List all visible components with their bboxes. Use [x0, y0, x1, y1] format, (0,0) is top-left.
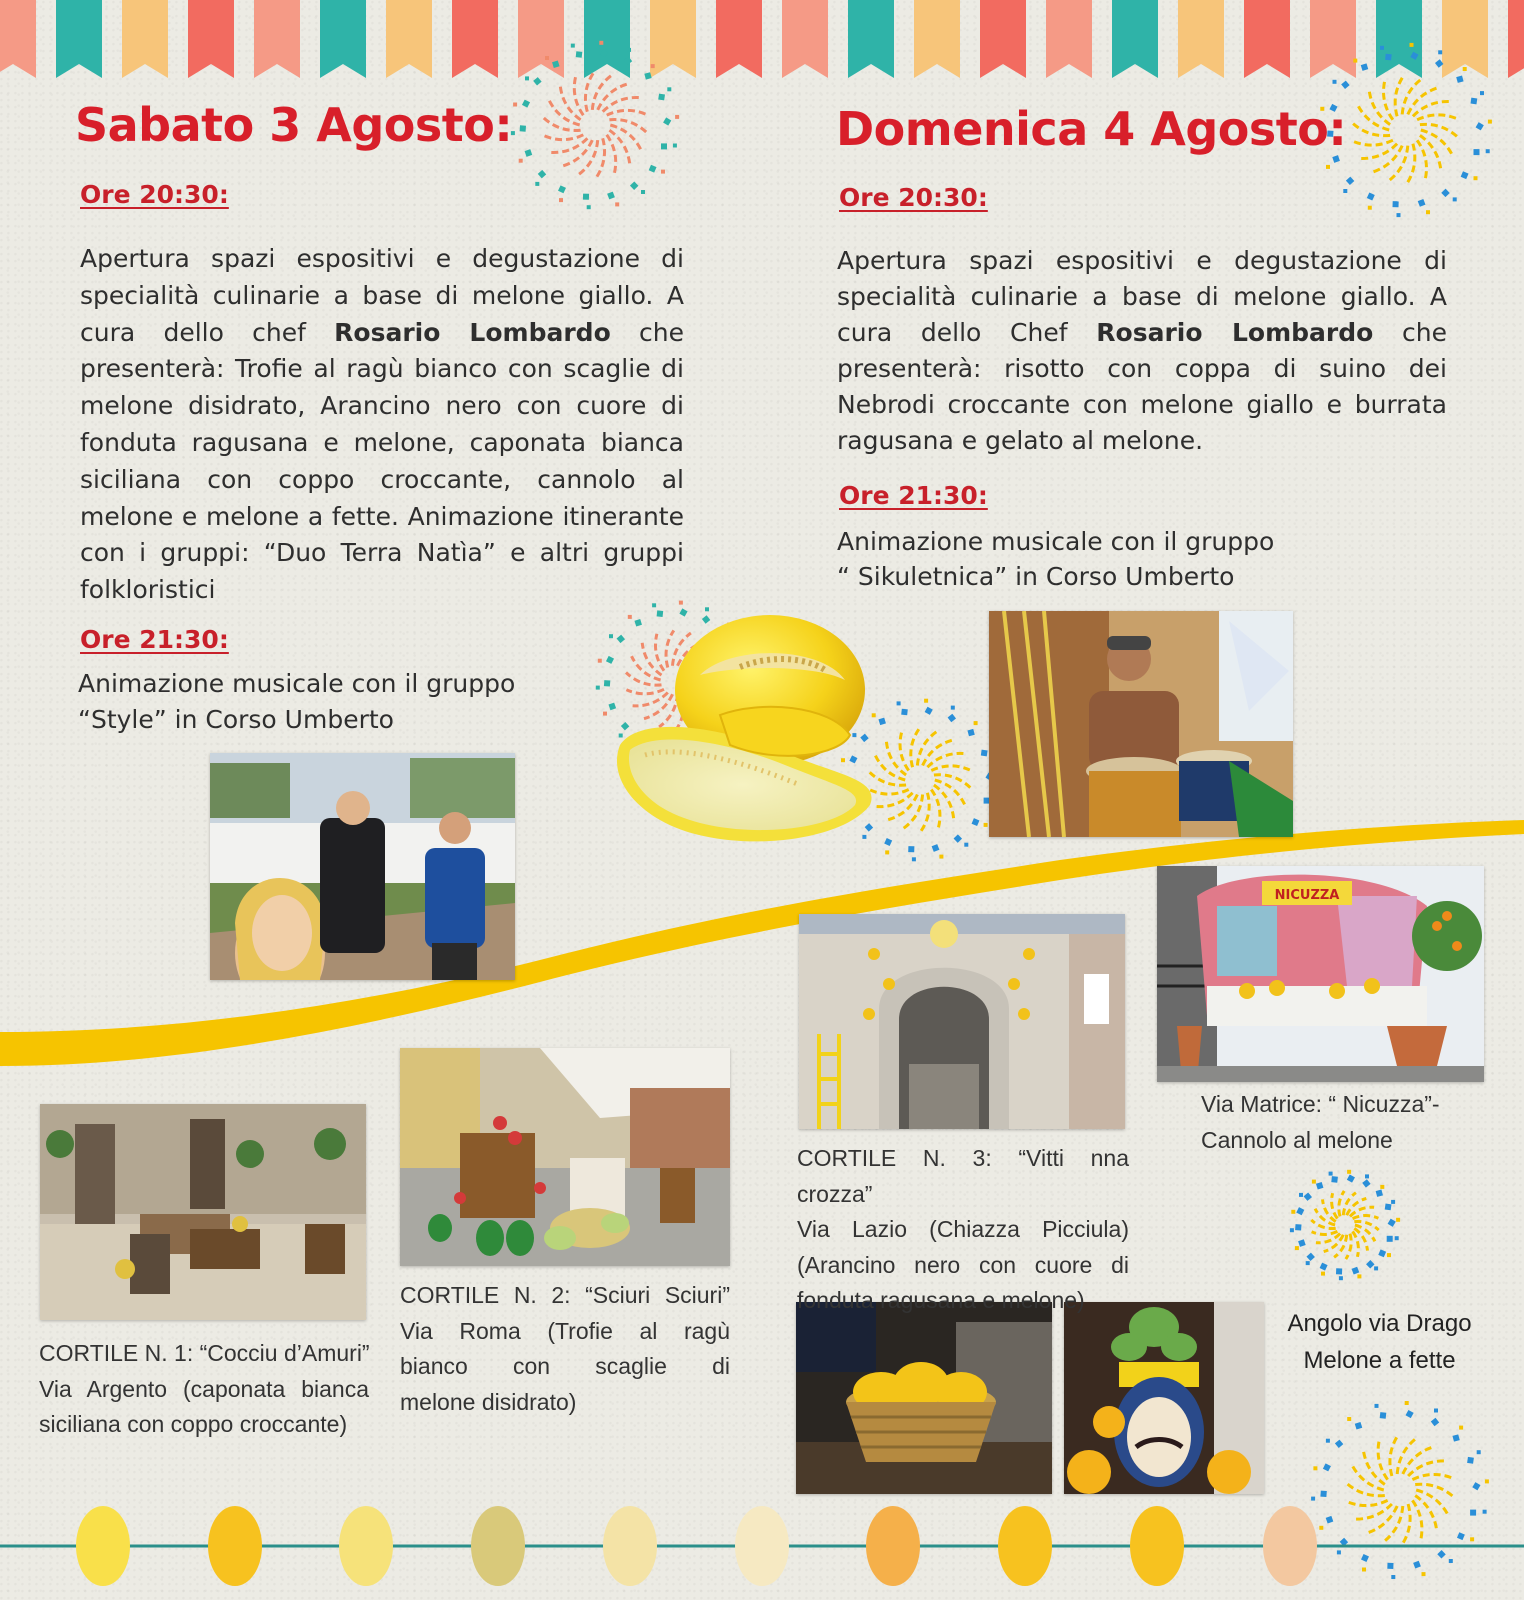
bunting-flag — [914, 0, 960, 78]
garland-dot — [1130, 1506, 1184, 1586]
garland-dot — [339, 1506, 393, 1586]
photo-style-group — [210, 753, 515, 980]
bunting-flag — [320, 0, 366, 78]
chef-name: Rosario Lombardo — [1096, 318, 1374, 347]
photo-melon-basket — [796, 1302, 1052, 1494]
chef-name: Rosario Lombardo — [334, 317, 611, 347]
saturday-music-line-1: Animazione musicale con il gruppo — [78, 669, 516, 698]
garland-dot — [208, 1506, 262, 1586]
photo-cortile-3 — [799, 914, 1125, 1129]
bunting-banner — [0, 0, 1524, 90]
bunting-flag — [1244, 0, 1290, 78]
garland-dot — [76, 1506, 130, 1586]
caption-cortile-1: CORTILE N. 1: “Cocciu d’Amuri” Via Argento (caponata bianca siciliana con coppo croccante) — [39, 1340, 370, 1437]
bunting-flag — [386, 0, 432, 78]
caption-cortile-3: CORTILE N. 3: “Vitti nna crozza” Via Lazio (Chiazza Picciula) (Arancino nero con cuore di fonduta ragusana e melone) — [797, 1145, 1129, 1313]
garland-dot — [866, 1506, 920, 1586]
photo-nicuzza — [1157, 866, 1484, 1082]
bunting-flag — [782, 0, 828, 78]
sunday-description: Apertura spazi espositivi e degustazione di specialità culinarie a base di melone giallo. A cura dello Chef Rosario Lombardo che presenterà: risotto con coppa di suino dei Nebrodi croccante con melone giallo e burrata ragusana e gelato al melone. — [837, 246, 1447, 455]
saturday-description: Apertura spazi espositivi e degustazione di specialità culinarie a base di melone giallo. A cura dello chef Rosario Lombardo che presenterà: Trofie al ragù bianco con scaglie di melone disidrato, Arancino nero con cuore di fonduta ragusana e melone, caponata bianca siciliana con coppo croccante, cannolo al melone e melone a fette. Animazione itinerante con i gruppi: “Duo Terra Natìa” e altri gruppi folkloristici — [80, 244, 684, 605]
garland-dot — [603, 1506, 657, 1586]
photo-testa-di-moro — [1064, 1302, 1264, 1494]
photo-cortile-1 — [40, 1104, 366, 1320]
sunday-time-1: Ore 20:30: — [839, 183, 988, 212]
bunting-flag — [848, 0, 894, 78]
garland-dot — [1263, 1506, 1317, 1586]
bunting-flag — [980, 0, 1026, 78]
saturday-time-1: Ore 20:30: — [80, 180, 229, 209]
saturday-time-2: Ore 21:30: — [80, 625, 229, 654]
bunting-flag — [1178, 0, 1224, 78]
caption-cortile-2: CORTILE N. 2: “Sciuri Sciuri” Via Roma (Trofie al ragù bianco con scaglie di melone disidrato) — [400, 1282, 730, 1415]
garland-dot — [735, 1506, 789, 1586]
bunting-flag — [1508, 0, 1524, 78]
bunting-flag — [716, 0, 762, 78]
caption-via-matrice: Via Matrice: “ Nicuzza”- Cannolo al melone — [1201, 1091, 1440, 1153]
nicuzza-sign: NICUZZA — [1274, 888, 1340, 903]
sunday-music-line-1: Animazione musicale con il gruppo — [837, 527, 1275, 556]
saturday-title: Sabato 3 Agosto: — [75, 98, 513, 152]
garland-dot — [998, 1506, 1052, 1586]
sunday-time-2: Ore 21:30: — [839, 481, 988, 510]
bunting-flag — [254, 0, 300, 78]
photo-cortile-2 — [400, 1048, 730, 1266]
caption-angolo-via-drago: Angolo via Drago Melone a fette — [1287, 1310, 1472, 1374]
bunting-flag — [188, 0, 234, 78]
firework-icon — [1285, 1165, 1405, 1285]
bunting-flag — [0, 0, 36, 78]
melon-illustration — [600, 605, 900, 865]
saturday-music-line-2: “Style” in Corso Umberto — [78, 705, 394, 734]
garland-dot — [471, 1506, 525, 1586]
bunting-flag — [1046, 0, 1092, 78]
sunday-title: Domenica 4 Agosto: — [836, 102, 1347, 156]
bunting-flag — [56, 0, 102, 78]
bunting-flag — [1112, 0, 1158, 78]
sunday-music-line-2: “ Sikuletnica” in Corso Umberto — [837, 562, 1235, 591]
photo-sikuletnica-drummer — [989, 611, 1293, 837]
bottom-dots-garland — [0, 1500, 1524, 1600]
bunting-flag — [122, 0, 168, 78]
firework-icon — [490, 30, 700, 220]
